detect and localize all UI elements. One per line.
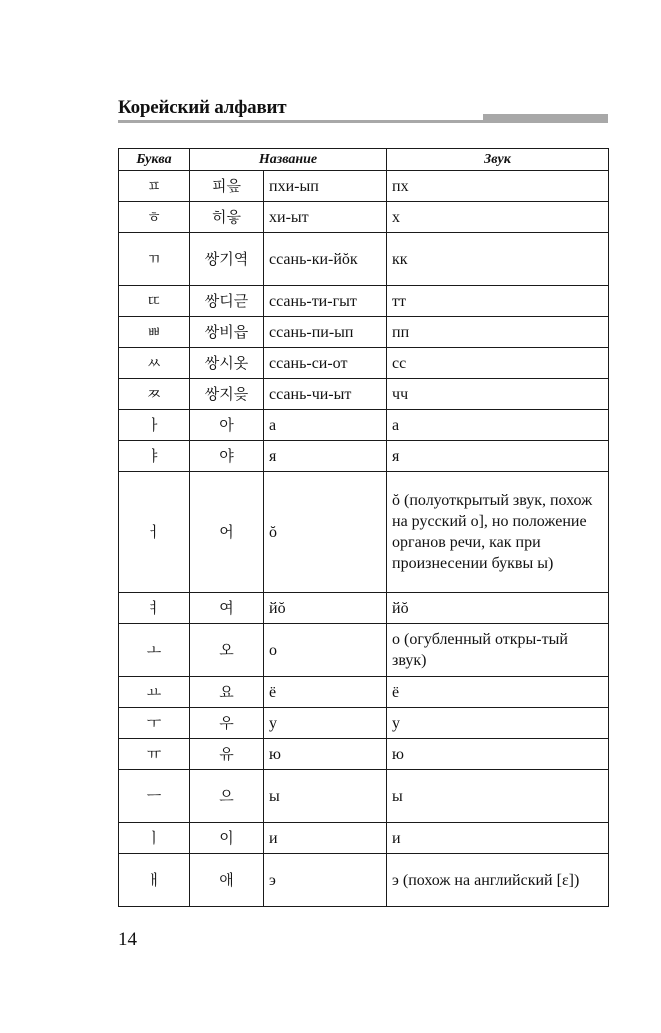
sound-cell: ю bbox=[387, 739, 609, 770]
russian-name-cell: йŏ bbox=[264, 593, 387, 624]
letter-cell: ㅗ bbox=[119, 624, 190, 677]
russian-name-cell: ŏ bbox=[264, 472, 387, 593]
korean-name-cell: 쌍디귿 bbox=[190, 286, 264, 317]
table-row bbox=[119, 233, 609, 286]
alphabet-table bbox=[118, 148, 609, 907]
table-row bbox=[119, 770, 609, 823]
sound-cell: ы bbox=[387, 770, 609, 823]
russian-name-cell: ссань-пи-ып bbox=[264, 317, 387, 348]
korean-name-cell: 아 bbox=[190, 410, 264, 441]
table-row bbox=[119, 823, 609, 854]
korean-name-cell: 유 bbox=[190, 739, 264, 770]
table-row bbox=[119, 410, 609, 441]
letter-cell: ㅏ bbox=[119, 410, 190, 441]
letter-cell: ㅎ bbox=[119, 202, 190, 233]
korean-name-cell: 쌍기역 bbox=[190, 233, 264, 286]
letter-cell: ㄲ bbox=[119, 233, 190, 286]
russian-name-cell: а bbox=[264, 410, 387, 441]
korean-name-cell: 야 bbox=[190, 441, 264, 472]
sound-cell: а bbox=[387, 410, 609, 441]
sound-cell: чч bbox=[387, 379, 609, 410]
korean-name-cell: 애 bbox=[190, 854, 264, 907]
letter-cell: ㅣ bbox=[119, 823, 190, 854]
korean-name-cell: 요 bbox=[190, 677, 264, 708]
korean-name-cell: 여 bbox=[190, 593, 264, 624]
title-underline-accent bbox=[483, 114, 608, 123]
page-number: 14 bbox=[118, 929, 137, 950]
letter-cell: ㅍ bbox=[119, 171, 190, 202]
table-row bbox=[119, 202, 609, 233]
letter-cell: ㅜ bbox=[119, 708, 190, 739]
sound-cell: ё bbox=[387, 677, 609, 708]
korean-name-cell: 이 bbox=[190, 823, 264, 854]
sound-cell: э (похож на английский [ɛ]) bbox=[387, 854, 609, 907]
korean-name-cell: 어 bbox=[190, 472, 264, 593]
sound-cell: кк bbox=[387, 233, 609, 286]
letter-cell: ㄸ bbox=[119, 286, 190, 317]
sound-cell: пх bbox=[387, 171, 609, 202]
russian-name-cell: ы bbox=[264, 770, 387, 823]
sound-cell: сс bbox=[387, 348, 609, 379]
russian-name-cell: и bbox=[264, 823, 387, 854]
table-row bbox=[119, 286, 609, 317]
russian-name-cell: у bbox=[264, 708, 387, 739]
sound-cell: х bbox=[387, 202, 609, 233]
korean-name-cell: 오 bbox=[190, 624, 264, 677]
table-header-row bbox=[119, 149, 609, 171]
table-row bbox=[119, 854, 609, 907]
sound-cell: ŏ (полуоткрытый звук, похож на русский о], но положение органов речи, как при произнесении буквы ы) bbox=[387, 472, 609, 593]
korean-name-cell: 쌍시옷 bbox=[190, 348, 264, 379]
russian-name-cell: э bbox=[264, 854, 387, 907]
page-title: Корейский алфавит bbox=[118, 97, 287, 118]
sound-cell: йŏ bbox=[387, 593, 609, 624]
korean-name-cell: 우 bbox=[190, 708, 264, 739]
korean-name-cell: 쌍비읍 bbox=[190, 317, 264, 348]
sound-cell: пп bbox=[387, 317, 609, 348]
table-row bbox=[119, 441, 609, 472]
letter-cell: ㅆ bbox=[119, 348, 190, 379]
header-letter: Буква bbox=[119, 149, 190, 171]
table-row bbox=[119, 348, 609, 379]
letter-cell: ㅃ bbox=[119, 317, 190, 348]
russian-name-cell: я bbox=[264, 441, 387, 472]
letter-cell: ㅠ bbox=[119, 739, 190, 770]
table-row bbox=[119, 593, 609, 624]
table-row bbox=[119, 739, 609, 770]
russian-name-cell: ссань-ки-йŏк bbox=[264, 233, 387, 286]
header-name: Название bbox=[190, 149, 387, 171]
letter-cell: ㅕ bbox=[119, 593, 190, 624]
russian-name-cell: ссань-чи-ыт bbox=[264, 379, 387, 410]
korean-name-cell: 으 bbox=[190, 770, 264, 823]
table-row bbox=[119, 317, 609, 348]
table-row bbox=[119, 379, 609, 410]
header-sound: Звук bbox=[387, 149, 609, 171]
table-row bbox=[119, 171, 609, 202]
sound-cell: у bbox=[387, 708, 609, 739]
table-row bbox=[119, 472, 609, 593]
russian-name-cell: о bbox=[264, 624, 387, 677]
korean-name-cell: 피읖 bbox=[190, 171, 264, 202]
russian-name-cell: пхи-ып bbox=[264, 171, 387, 202]
russian-name-cell: ссань-си-от bbox=[264, 348, 387, 379]
russian-name-cell: ссань-ти-гыт bbox=[264, 286, 387, 317]
table-row bbox=[119, 624, 609, 677]
sound-cell: я bbox=[387, 441, 609, 472]
sound-cell: о (огубленный откры-тый звук) bbox=[387, 624, 609, 677]
table-row bbox=[119, 708, 609, 739]
letter-cell: ㅐ bbox=[119, 854, 190, 907]
letter-cell: ㅡ bbox=[119, 770, 190, 823]
letter-cell: ㅓ bbox=[119, 472, 190, 593]
sound-cell: и bbox=[387, 823, 609, 854]
letter-cell: ㅛ bbox=[119, 677, 190, 708]
russian-name-cell: ю bbox=[264, 739, 387, 770]
russian-name-cell: ё bbox=[264, 677, 387, 708]
korean-name-cell: 쌍지읒 bbox=[190, 379, 264, 410]
table-row bbox=[119, 677, 609, 708]
letter-cell: ㅉ bbox=[119, 379, 190, 410]
korean-name-cell: 히읗 bbox=[190, 202, 264, 233]
letter-cell: ㅑ bbox=[119, 441, 190, 472]
russian-name-cell: хи-ыт bbox=[264, 202, 387, 233]
sound-cell: тт bbox=[387, 286, 609, 317]
